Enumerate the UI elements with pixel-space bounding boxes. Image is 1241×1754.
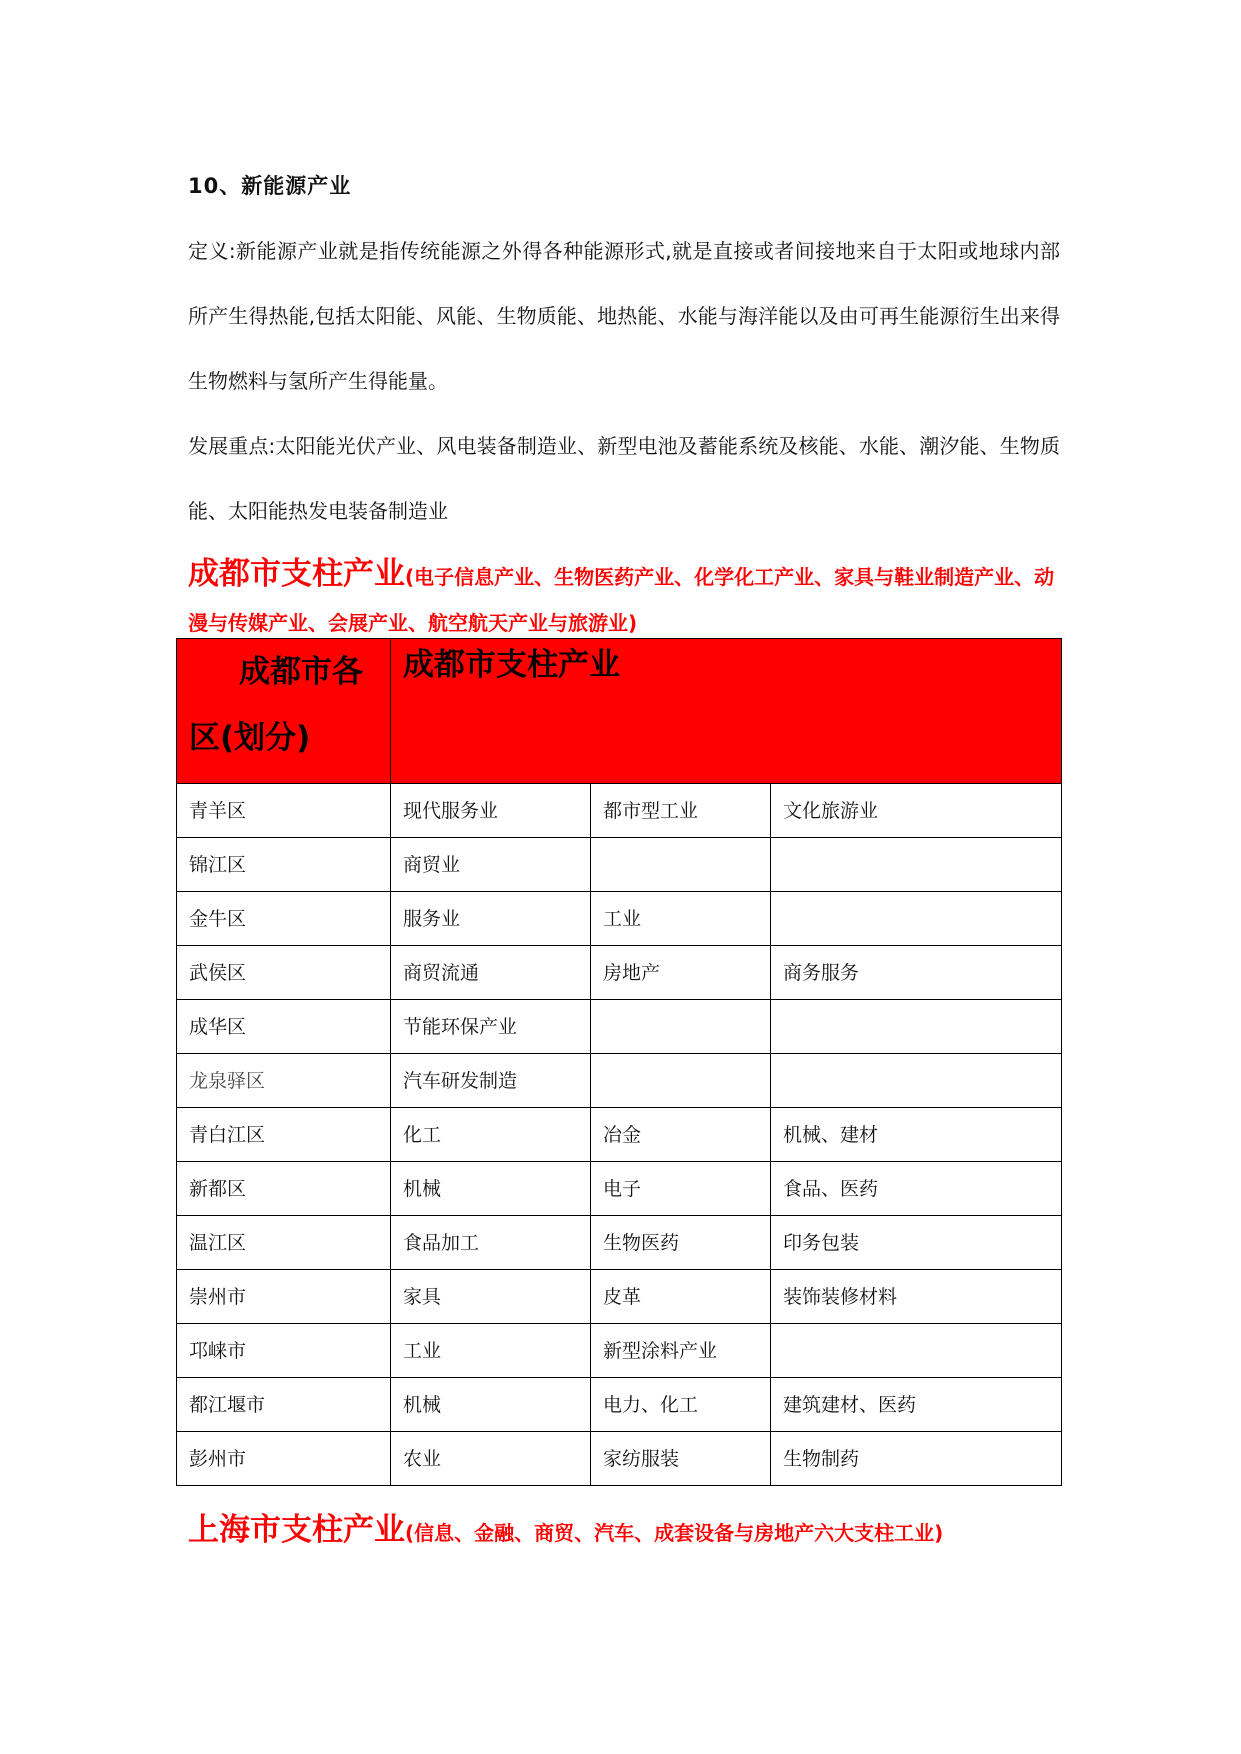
- table-row: [177, 1054, 1062, 1108]
- table-row: [177, 1324, 1062, 1378]
- industry-cell: 商务服务: [771, 946, 1062, 1000]
- table-row: [177, 1270, 1062, 1324]
- industry-cell: 电力、化工: [591, 1378, 771, 1432]
- district-cell: 彭州市: [177, 1432, 391, 1486]
- focus-paragraph: 发展重点:太阳能光伏产业、风电装备制造业、新型电池及蓄能系统及核能、水能、潮汐能、生物质能、太阳能热发电装备制造业: [188, 434, 1060, 523]
- header-district: 成都市各区(划分): [177, 639, 391, 784]
- table-row: [177, 892, 1062, 946]
- district-cell: 邛崃市: [177, 1324, 391, 1378]
- district-cell: 温江区: [177, 1216, 391, 1270]
- industry-cell: 都市型工业: [591, 784, 771, 838]
- industry-cell: 房地产: [591, 946, 771, 1000]
- industry-cell: 食品加工: [391, 1216, 591, 1270]
- district-cell: 成华区: [177, 1000, 391, 1054]
- table-row: [177, 784, 1062, 838]
- chengdu-heading-title: 成都市支柱产业: [188, 556, 405, 592]
- table-row: [177, 1108, 1062, 1162]
- district-cell: 青白江区: [177, 1108, 391, 1162]
- district-cell: 新都区: [177, 1162, 391, 1216]
- industry-cell: 建筑建材、医药: [771, 1378, 1062, 1432]
- table-row: [177, 1162, 1062, 1216]
- industry-cell: [771, 1000, 1062, 1054]
- industry-cell: 食品、医药: [771, 1162, 1062, 1216]
- industry-cell: 现代服务业: [391, 784, 591, 838]
- industry-cell: [771, 892, 1062, 946]
- shanghai-heading: [188, 1508, 1063, 1557]
- chengdu-heading-list: (电子信息产业、生物医药产业、化学化工产业、家具与鞋业制造产业、动漫与传媒产业、会展产业、航空航天产业与旅游业): [188, 565, 1055, 635]
- industry-cell: 生物制药: [771, 1432, 1062, 1486]
- industry-cell: [591, 838, 771, 892]
- industry-cell: 电子: [591, 1162, 771, 1216]
- industry-cell: 生物医药: [591, 1216, 771, 1270]
- industry-cell: 化工: [391, 1108, 591, 1162]
- industry-cell: 皮革: [591, 1270, 771, 1324]
- table-row: [177, 1432, 1062, 1486]
- industry-cell: 家具: [391, 1270, 591, 1324]
- district-cell: 金牛区: [177, 892, 391, 946]
- shanghai-heading-title: 上海市支柱产业: [188, 1512, 405, 1548]
- district-cell: 锦江区: [177, 838, 391, 892]
- district-cell: 都江堰市: [177, 1378, 391, 1432]
- district-cell: 青羊区: [177, 784, 391, 838]
- table-row: [177, 1000, 1062, 1054]
- industry-cell: 机械、建材: [771, 1108, 1062, 1162]
- industry-cell: [591, 1054, 771, 1108]
- industry-cell: 文化旅游业: [771, 784, 1062, 838]
- industry-cell: 家纺服装: [591, 1432, 771, 1486]
- table-body: [177, 784, 1062, 1486]
- table-row: [177, 838, 1062, 892]
- industry-cell: [771, 1324, 1062, 1378]
- industry-cell: 工业: [591, 892, 771, 946]
- section-title: 10、新能源产业: [188, 174, 352, 198]
- industry-cell: 新型涂料产业: [591, 1324, 771, 1378]
- industry-cell: [591, 1000, 771, 1054]
- industry-cell: 机械: [391, 1162, 591, 1216]
- table-header-row: [177, 639, 1062, 784]
- definition-paragraph: 定义:新能源产业就是指传统能源之外得各种能源形式,就是直接或者间接地来自于太阳或地球内部所产生得热能,包括太阳能、风能、生物质能、地热能、水能与海洋能以及由可再生能源衍生出来得生物燃料与氢所产生得能量。: [188, 239, 1060, 393]
- chengdu-industry-table: [176, 638, 1062, 1486]
- industry-cell: [771, 838, 1062, 892]
- district-cell: 武侯区: [177, 946, 391, 1000]
- industry-cell: 商贸流通: [391, 946, 591, 1000]
- table-row: [177, 1378, 1062, 1432]
- industry-cell: 工业: [391, 1324, 591, 1378]
- industry-cell: 汽车研发制造: [391, 1054, 591, 1108]
- district-cell: 崇州市: [177, 1270, 391, 1324]
- industry-cell: 装饰装修材料: [771, 1270, 1062, 1324]
- industry-cell: 服务业: [391, 892, 591, 946]
- industry-cell: 冶金: [591, 1108, 771, 1162]
- industry-cell: 印务包装: [771, 1216, 1062, 1270]
- table-row: [177, 946, 1062, 1000]
- district-cell: 龙泉驿区: [177, 1054, 391, 1108]
- industry-cell: 商贸业: [391, 838, 591, 892]
- table-row: [177, 1216, 1062, 1270]
- header-industry: 成都市支柱产业: [391, 639, 1062, 784]
- industry-cell: 农业: [391, 1432, 591, 1486]
- industry-cell: 机械: [391, 1378, 591, 1432]
- shanghai-heading-list: (信息、金融、商贸、汽车、成套设备与房地产六大支柱工业): [405, 1521, 944, 1545]
- industry-cell: 节能环保产业: [391, 1000, 591, 1054]
- industry-cell: [771, 1054, 1062, 1108]
- chengdu-heading: [188, 552, 1063, 647]
